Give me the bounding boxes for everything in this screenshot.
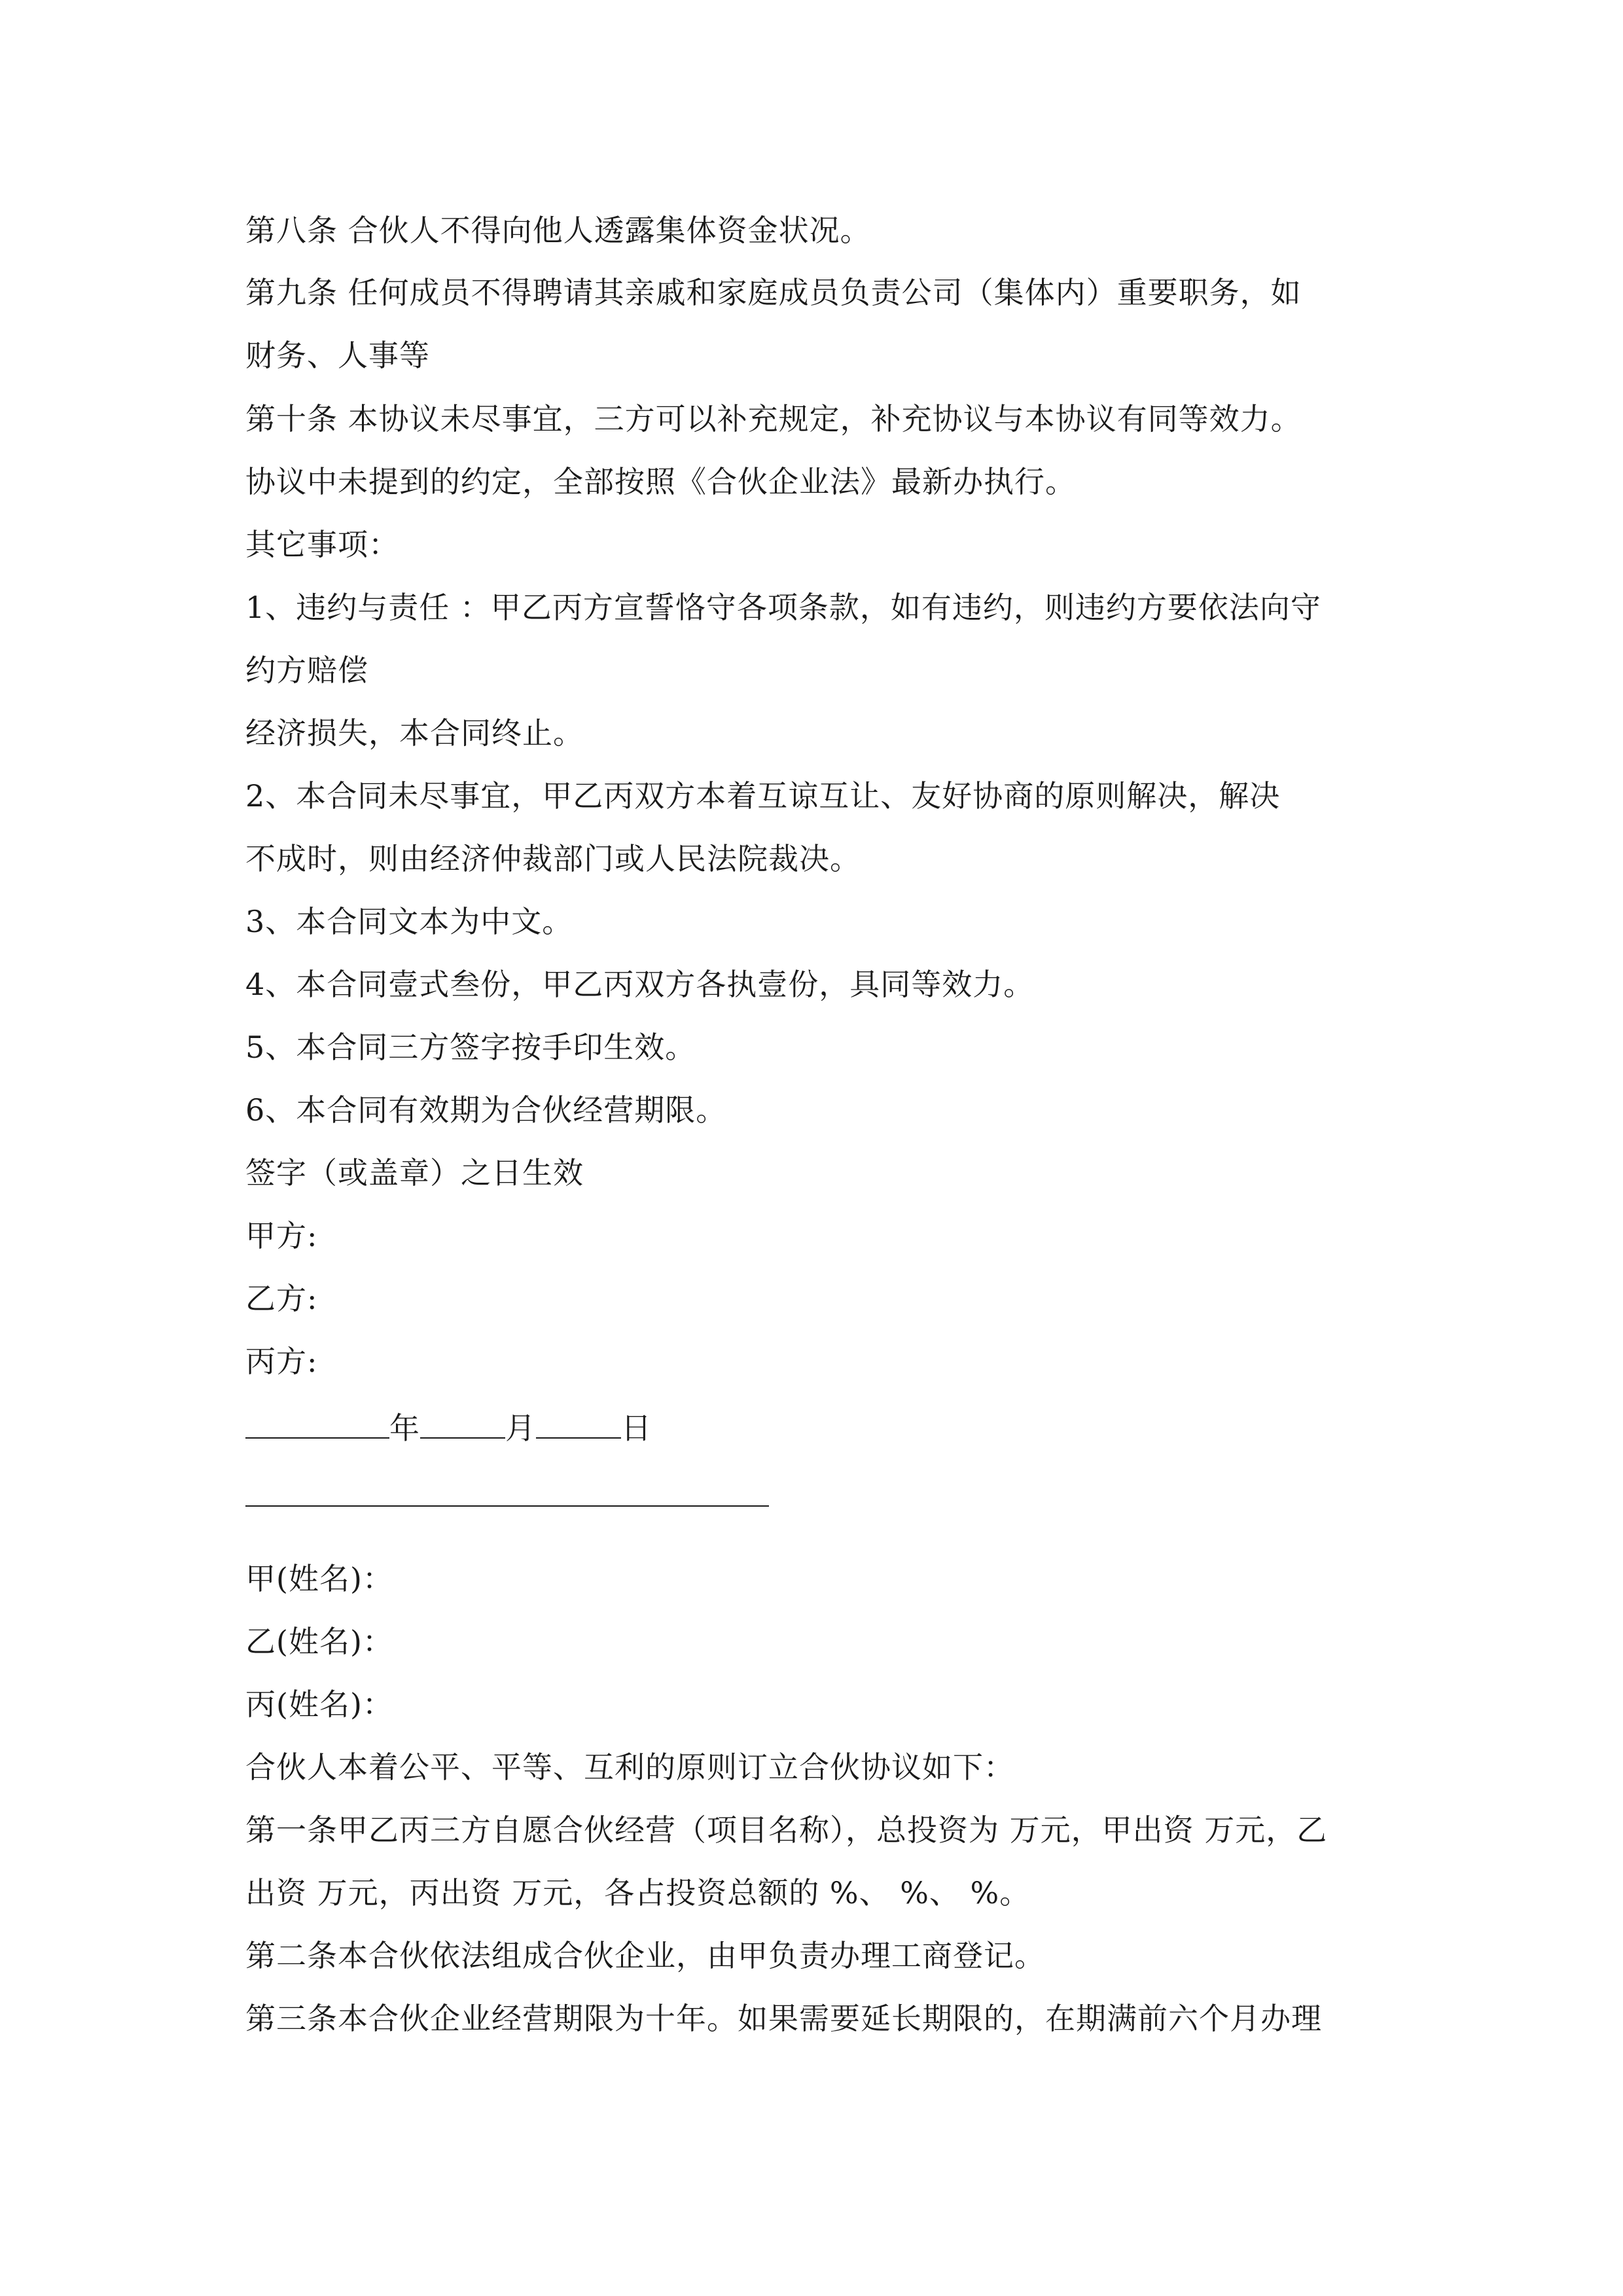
- article-1-line-1: 第一条甲乙丙三方自愿合伙经营（项目名称），总投资为 万元，甲出资 万元，乙: [245, 1812, 1328, 1848]
- month-blank: [420, 1407, 505, 1439]
- name-c: 丙(姓名)：: [245, 1687, 393, 1722]
- year-blank: [245, 1407, 389, 1439]
- clause-9-line-2: 财务、人事等: [245, 338, 430, 373]
- clause-9-line-1: 第九条 任何成员不得聘请其亲戚和家庭成员负责公司（集体内）重要职务，如: [245, 275, 1302, 310]
- item-1-line-3: 经济损失，本合同终止。: [245, 715, 584, 751]
- separator-rule: [245, 1505, 769, 1507]
- item-3: 3、本合同文本为中文。: [245, 904, 573, 939]
- item-4: 4、本合同壹式叁份，甲乙丙双方各执壹份，具同等效力。: [245, 967, 1035, 1002]
- article-1-line-2: 出资 万元，丙出资 万元，各占投资总额的 %、 %、 %。: [245, 1875, 1031, 1910]
- clause-10-line-2: 协议中未提到的约定，全部按照《合伙企业法》最新办执行。: [245, 464, 1076, 499]
- article-3: 第三条本合伙企业经营期限为十年。如果需要延长期限的，在期满前六个月办理: [245, 2001, 1322, 2036]
- party-c-label: 丙方:: [245, 1344, 318, 1379]
- item-2-line-1: 2、本合同未尽事宜，甲乙丙双方本着互谅互让、友好协商的原则解决，解决: [245, 778, 1281, 814]
- item-5: 5、本合同三方签字按手印生效。: [245, 1030, 696, 1065]
- clause-10-line-1: 第十条 本协议未尽事宜，三方可以补充规定，补充协议与本协议有同等效力。: [245, 401, 1302, 437]
- item-1-line-2: 约方赔偿: [245, 653, 368, 688]
- clause-8: 第八条 合伙人不得向他人透露集体资金状况。: [245, 213, 871, 248]
- item-1-line-1: 1、违约与责任 ：甲乙丙方宣誓恪守各项条款，如有违约，则违约方要依法向守: [245, 590, 1321, 625]
- month-label: 月: [505, 1410, 536, 1446]
- party-b-label: 乙方:: [245, 1281, 318, 1316]
- party-a-label: 甲方:: [245, 1218, 318, 1253]
- day-blank: [536, 1407, 621, 1439]
- date-line: [245, 1407, 652, 1448]
- year-label: 年: [389, 1410, 420, 1446]
- day-label: 日: [621, 1410, 652, 1446]
- name-b: 乙(姓名)：: [245, 1624, 393, 1659]
- item-6: 6、本合同有效期为合伙经营期限。: [245, 1092, 727, 1128]
- article-2: 第二条本合伙依法组成合伙企业，由甲负责办理工商登记。: [245, 1938, 1045, 1973]
- agreement-intro: 合伙人本着公平、平等、互利的原则订立合伙协议如下：: [245, 1749, 1014, 1785]
- other-matters-heading: 其它事项：: [245, 527, 399, 562]
- item-2-line-2: 不成时，则由经济仲裁部门或人民法院裁决。: [245, 841, 861, 876]
- name-a: 甲(姓名)：: [245, 1561, 393, 1596]
- effective-note: 签字（或盖章）之日生效: [245, 1155, 584, 1191]
